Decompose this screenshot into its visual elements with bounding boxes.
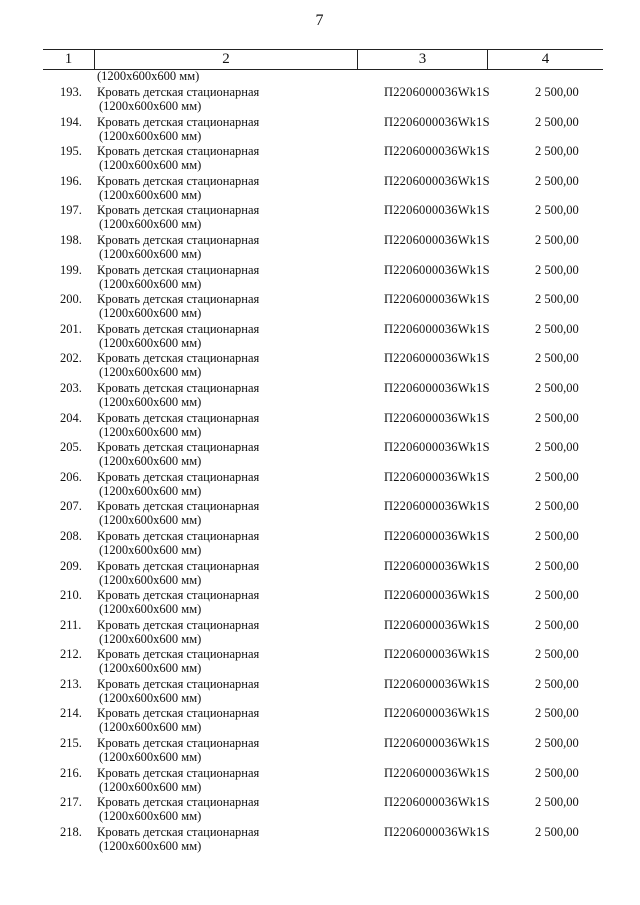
table-row [43, 203, 603, 233]
table-row [43, 174, 603, 204]
item-price: 2 500,00 [535, 440, 579, 455]
item-title: Кровать детская стационарная [97, 262, 260, 277]
item-title: Кровать детская стационарная [97, 440, 260, 455]
table-row [43, 588, 603, 618]
item-title: Кровать детская стационарная [97, 558, 260, 573]
item-title: Кровать детская стационарная [97, 706, 260, 721]
item-name [97, 263, 337, 291]
item-name [97, 203, 337, 231]
item-title: Кровать детская стационарная [97, 617, 260, 632]
item-price: 2 500,00 [535, 262, 579, 277]
item-title: Кровать детская стационарная [97, 588, 260, 603]
inventory-code: П2206000036Wk1S [384, 824, 490, 839]
item-dimensions: (1200x600x600 мм) [99, 631, 202, 646]
item-title: Кровать детская стационарная [97, 410, 260, 425]
item-dimensions: (1200x600x600 мм) [99, 335, 202, 350]
inventory-code: П2206000036Wk1S [384, 85, 490, 99]
table-row [43, 144, 603, 174]
table-row [43, 85, 603, 115]
table-row [43, 351, 603, 381]
item-title: Кровать детская стационарная [97, 321, 260, 336]
table-row [43, 559, 603, 589]
header-col-1: 1 [43, 50, 95, 69]
item-title: Кровать детская стационарная [97, 85, 260, 99]
inventory-code: П2206000036Wk1S [384, 114, 490, 129]
item-title: Кровать детская стационарная [97, 232, 260, 247]
item-dimensions: (1200x600x600 мм) [99, 572, 202, 587]
table-row [43, 470, 603, 500]
item-name [97, 795, 337, 823]
row-number: 217. [60, 795, 82, 810]
table-row [43, 766, 603, 796]
inventory-code: П2206000036Wk1S [384, 676, 490, 691]
item-title: Кровать детская стационарная [97, 795, 260, 810]
item-dimensions: (1200x600x600 мм) [99, 246, 202, 261]
inventory-code: П2206000036Wk1S [384, 440, 490, 455]
item-name [97, 825, 337, 853]
item-name [97, 144, 337, 172]
row-number: 215. [60, 736, 82, 751]
item-price: 2 500,00 [535, 824, 579, 839]
continuation-line: (1200x600x600 мм) [97, 69, 200, 83]
table-row [43, 795, 603, 825]
item-title: Кровать детская стационарная [97, 824, 260, 839]
item-title: Кровать детская стационарная [97, 203, 260, 218]
table-body [43, 85, 603, 854]
item-price: 2 500,00 [535, 380, 579, 395]
inventory-code: П2206000036Wk1S [384, 706, 490, 721]
item-name [97, 559, 337, 587]
inventory-code: П2206000036Wk1S [384, 410, 490, 425]
item-dimensions: (1200x600x600 мм) [99, 542, 202, 557]
item-price: 2 500,00 [535, 499, 579, 514]
item-name [97, 588, 337, 616]
header-col-4: 4 [541, 51, 550, 67]
row-number: 199. [60, 262, 82, 277]
item-name [97, 292, 337, 320]
row-number: 212. [60, 647, 82, 662]
item-dimensions: (1200x600x600 мм) [99, 838, 202, 853]
table-row [43, 736, 603, 766]
inventory-code: П2206000036Wk1S [384, 321, 490, 336]
item-price: 2 500,00 [535, 173, 579, 188]
inventory-code: П2206000036Wk1S [384, 528, 490, 543]
item-name [97, 618, 337, 646]
item-title: Кровать детская стационарная [97, 380, 260, 395]
item-name [97, 174, 337, 202]
item-price: 2 500,00 [535, 736, 579, 751]
table-row [43, 825, 603, 855]
item-price: 2 500,00 [535, 114, 579, 129]
item-name [97, 85, 337, 113]
item-price: 2 500,00 [535, 647, 579, 662]
row-number: 203. [60, 380, 82, 395]
item-dimensions: (1200x600x600 мм) [99, 690, 202, 705]
row-number: 211. [60, 617, 82, 632]
item-dimensions: (1200x600x600 мм) [99, 809, 202, 824]
item-price: 2 500,00 [535, 676, 579, 691]
row-number: 216. [60, 765, 82, 780]
inventory-code: П2206000036Wk1S [384, 203, 490, 218]
inventory-code: П2206000036Wk1S [384, 351, 490, 366]
item-name [97, 115, 337, 143]
item-title: Кровать детская стационарная [97, 736, 260, 751]
item-price: 2 500,00 [535, 292, 579, 307]
item-title: Кровать детская стационарная [97, 676, 260, 691]
item-name [97, 529, 337, 557]
item-dimensions: (1200x600x600 мм) [99, 128, 202, 143]
item-name [97, 647, 337, 675]
row-number: 218. [60, 824, 82, 839]
inventory-code: П2206000036Wk1S [384, 144, 490, 159]
row-number: 213. [60, 676, 82, 691]
item-price: 2 500,00 [535, 203, 579, 218]
inventory-code: П2206000036Wk1S [384, 173, 490, 188]
item-title: Кровать детская стационарная [97, 292, 260, 307]
item-price: 2 500,00 [535, 144, 579, 159]
item-name [97, 677, 337, 705]
item-dimensions: (1200x600x600 мм) [99, 454, 202, 469]
row-number: 208. [60, 528, 82, 543]
table-row [43, 233, 603, 263]
page-number: 7 [315, 12, 325, 29]
item-price: 2 500,00 [535, 588, 579, 603]
table-row [43, 292, 603, 322]
inventory-code: П2206000036Wk1S [384, 736, 490, 751]
inventory-code: П2206000036Wk1S [384, 765, 490, 780]
table-row [43, 677, 603, 707]
row-number: 214. [60, 706, 82, 721]
item-dimensions: (1200x600x600 мм) [99, 306, 202, 321]
item-price: 2 500,00 [535, 351, 579, 366]
item-dimensions: (1200x600x600 мм) [99, 779, 202, 794]
inventory-code: П2206000036Wk1S [384, 647, 490, 662]
item-name [97, 233, 337, 261]
header-col-2: 2 [95, 50, 358, 69]
inventory-code: П2206000036Wk1S [384, 795, 490, 810]
item-dimensions: (1200x600x600 мм) [99, 750, 202, 765]
item-price: 2 500,00 [535, 706, 579, 721]
item-price: 2 500,00 [535, 410, 579, 425]
item-name [97, 411, 337, 439]
header-col-3: 3 [358, 50, 488, 69]
row-number: 194. [60, 114, 82, 129]
row-number: 196. [60, 173, 82, 188]
item-price: 2 500,00 [535, 85, 579, 99]
item-price: 2 500,00 [535, 528, 579, 543]
table-row [43, 381, 603, 411]
item-price: 2 500,00 [535, 795, 579, 810]
item-name [97, 322, 337, 350]
row-number: 197. [60, 203, 82, 218]
table-row [43, 618, 603, 648]
item-price: 2 500,00 [535, 558, 579, 573]
row-number: 209. [60, 558, 82, 573]
item-title: Кровать детская стационарная [97, 144, 260, 159]
inventory-code: П2206000036Wk1S [384, 588, 490, 603]
row-number: 210. [60, 588, 82, 603]
inventory-code: П2206000036Wk1S [384, 558, 490, 573]
item-price: 2 500,00 [535, 321, 579, 336]
item-dimensions: (1200x600x600 мм) [99, 99, 202, 113]
inventory-code: П2206000036Wk1S [384, 262, 490, 277]
item-name [97, 440, 337, 468]
inventory-code: П2206000036Wk1S [384, 469, 490, 484]
row-number: 205. [60, 440, 82, 455]
table-row [43, 706, 603, 736]
row-number: 193. [60, 85, 82, 99]
item-price: 2 500,00 [535, 765, 579, 780]
item-dimensions: (1200x600x600 мм) [99, 513, 202, 528]
inventory-code: П2206000036Wk1S [384, 499, 490, 514]
item-title: Кровать детская стационарная [97, 647, 260, 662]
item-price: 2 500,00 [535, 232, 579, 247]
table-row [43, 529, 603, 559]
item-dimensions: (1200x600x600 мм) [99, 365, 202, 380]
table-row [43, 499, 603, 529]
inventory-code: П2206000036Wk1S [384, 232, 490, 247]
row-number: 207. [60, 499, 82, 514]
item-dimensions: (1200x600x600 мм) [99, 483, 202, 498]
item-name [97, 736, 337, 764]
item-dimensions: (1200x600x600 мм) [99, 276, 202, 291]
row-number: 201. [60, 321, 82, 336]
item-name [97, 766, 337, 794]
item-title: Кровать детская стационарная [97, 528, 260, 543]
row-number: 198. [60, 232, 82, 247]
item-price: 2 500,00 [535, 617, 579, 632]
item-name [97, 351, 337, 379]
item-title: Кровать детская стационарная [97, 765, 260, 780]
inventory-code: П2206000036Wk1S [384, 380, 490, 395]
item-dimensions: (1200x600x600 мм) [99, 217, 202, 232]
table-row [43, 322, 603, 352]
inventory-code: П2206000036Wk1S [384, 292, 490, 307]
item-dimensions: (1200x600x600 мм) [99, 602, 202, 617]
row-number: 195. [60, 144, 82, 159]
item-title: Кровать детская стационарная [97, 351, 260, 366]
item-dimensions: (1200x600x600 мм) [99, 394, 202, 409]
item-price: 2 500,00 [535, 469, 579, 484]
item-title: Кровать детская стационарная [97, 469, 260, 484]
item-name [97, 470, 337, 498]
item-name [97, 499, 337, 527]
item-dimensions: (1200x600x600 мм) [99, 424, 202, 439]
item-name [97, 706, 337, 734]
item-name [97, 381, 337, 409]
item-dimensions: (1200x600x600 мм) [99, 661, 202, 676]
row-number: 204. [60, 410, 82, 425]
row-number: 200. [60, 292, 82, 307]
row-number: 206. [60, 469, 82, 484]
row-number: 202. [60, 351, 82, 366]
item-title: Кровать детская стационарная [97, 114, 260, 129]
table-header [43, 49, 603, 70]
item-title: Кровать детская стационарная [97, 499, 260, 514]
item-title: Кровать детская стационарная [97, 173, 260, 188]
table-row [43, 411, 603, 441]
table-row [43, 263, 603, 293]
item-dimensions: (1200x600x600 мм) [99, 720, 202, 735]
inventory-code: П2206000036Wk1S [384, 617, 490, 632]
item-dimensions: (1200x600x600 мм) [99, 158, 202, 173]
table-row [43, 440, 603, 470]
item-dimensions: (1200x600x600 мм) [99, 187, 202, 202]
table-row [43, 647, 603, 677]
table-row [43, 115, 603, 145]
